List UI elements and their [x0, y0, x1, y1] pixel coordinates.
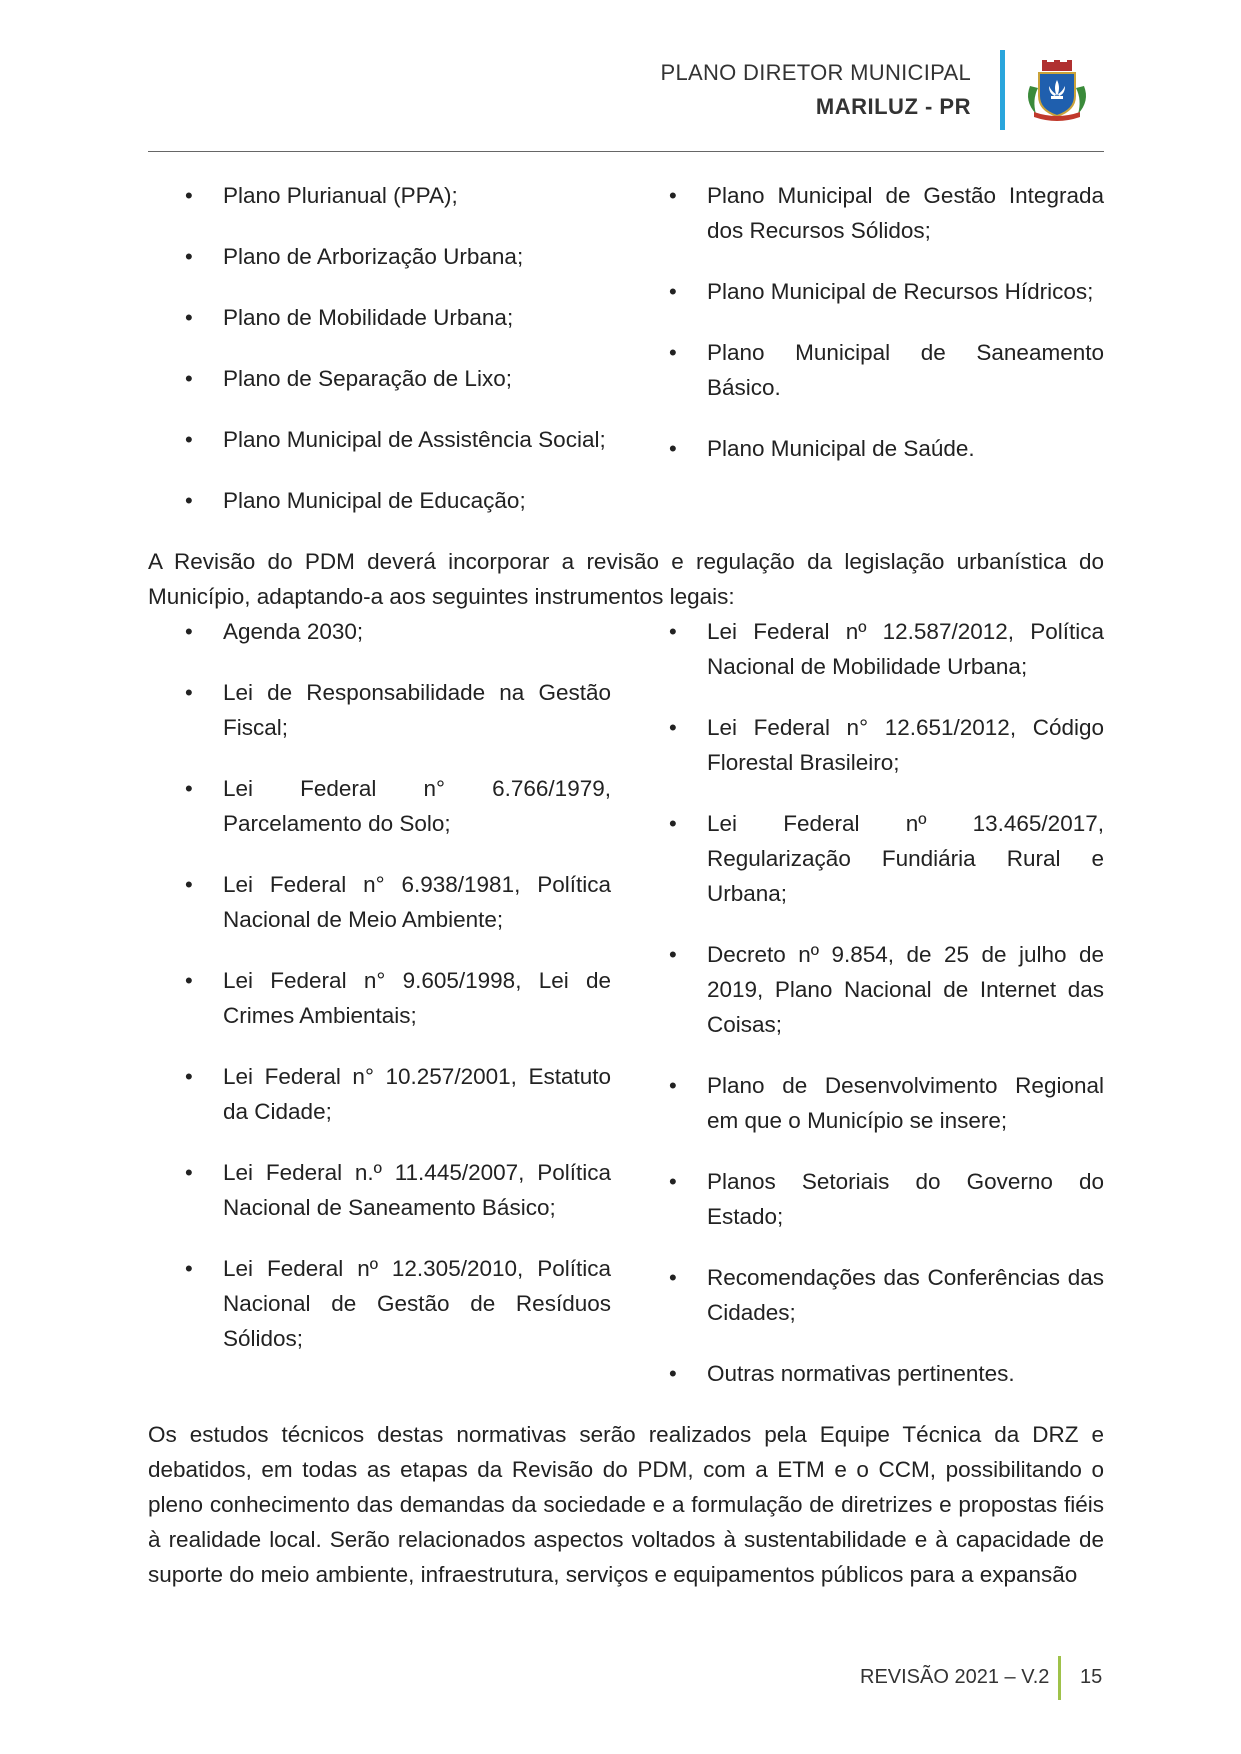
revision-label: REVISÃO 2021 – V.2 [860, 1666, 1050, 1688]
list-item: • Lei Federal n° 6.766/1979, Parcelamento do Solo; [148, 771, 611, 841]
header-titles [661, 60, 971, 120]
page-number: 15 [1080, 1666, 1103, 1688]
list-item: • Plano Municipal de Gestão Integrada dos Recursos Sólidos; [641, 178, 1104, 248]
list-item: • Agenda 2030; [148, 614, 611, 649]
list-item: • Plano Municipal de Saneamento Básico. [641, 335, 1104, 405]
list-item: • Planos Setoriais do Governo do Estado; [641, 1164, 1104, 1234]
plans-list [148, 178, 1104, 544]
list-item: • Plano Municipal de Recursos Hídricos; [641, 274, 1104, 309]
header-accent-bar [1000, 50, 1005, 130]
list-item: • Lei de Responsabilidade na Gestão Fiscal; [148, 675, 611, 745]
laws-column-right [641, 614, 1104, 1417]
laws-list [148, 614, 1104, 1417]
intro-paragraph: A Revisão do PDM deverá incorporar a revisão e regulação da legislação urbanística do Município, adaptando-a aos seguintes instrumentos legais: [148, 549, 1104, 609]
body-paragraph: Os estudos técnicos destas normativas serão realizados pela Equipe Técnica da DRZ e debatidos, em todas as etapas da Revisão do PDM, com a ETM e o CCM, possibilitando o pleno conhecimento das demandas da sociedade e a formulação de diretrizes e propostas fiéis à realidade local. Serão relacionados aspectos voltados à sustentabilidade e à capacidade de suporte do meio ambiente, infraestrutura, serviços e equipamentos públicos para a expansão [148, 1422, 1104, 1587]
list-item: • Lei Federal n° 6.938/1981, Política Nacional de Meio Ambiente; [148, 867, 611, 937]
list-item: • Lei Federal nº 13.465/2017, Regularização Fundiária Rural e Urbana; [641, 806, 1104, 911]
list-item: • Decreto nº 9.854, de 25 de julho de 2019, Plano Nacional de Internet das Coisas; [641, 937, 1104, 1042]
header-divider [148, 151, 1104, 152]
list-item: • Lei Federal nº 12.305/2010, Política Nacional de Gestão de Resíduos Sólidos; [148, 1251, 611, 1356]
municipality-name: MARILUZ - PR [815, 94, 971, 119]
list-item: • Lei Federal n° 12.651/2012, Código Florestal Brasileiro; [641, 710, 1104, 780]
document-title: PLANO DIRETOR MUNICIPAL [660, 60, 971, 85]
municipal-coat-of-arms-icon [1022, 56, 1092, 126]
laws-column-left [148, 614, 611, 1417]
list-item: • Plano Municipal de Educação; [148, 483, 611, 518]
list-item: • Lei Federal n° 9.605/1998, Lei de Crimes Ambientais; [148, 963, 611, 1033]
main-content [148, 178, 1104, 1592]
list-item: • Plano Plurianual (PPA); [148, 178, 611, 213]
list-item: • Lei Federal nº 12.587/2012, Política Nacional de Mobilidade Urbana; [641, 614, 1104, 684]
list-item: • Plano de Mobilidade Urbana; [148, 300, 611, 335]
list-item: • Plano de Arborização Urbana; [148, 239, 611, 274]
footer-accent-bar [1058, 1656, 1061, 1700]
list-item: • Lei Federal n.º 11.445/2007, Política Nacional de Saneamento Básico; [148, 1155, 611, 1225]
plans-column-left [148, 178, 611, 544]
plans-column-right [641, 178, 1104, 544]
list-item: • Plano Municipal de Saúde. [641, 431, 1104, 466]
list-item: • Plano de Desenvolvimento Regional em que o Município se insere; [641, 1068, 1104, 1138]
list-item: • Recomendações das Conferências das Cidades; [641, 1260, 1104, 1330]
list-item: • Plano de Separação de Lixo; [148, 361, 611, 396]
list-item: • Plano Municipal de Assistência Social; [148, 422, 611, 457]
list-item: • Outras normativas pertinentes. [641, 1356, 1104, 1391]
list-item: • Lei Federal n° 10.257/2001, Estatuto da Cidade; [148, 1059, 611, 1129]
